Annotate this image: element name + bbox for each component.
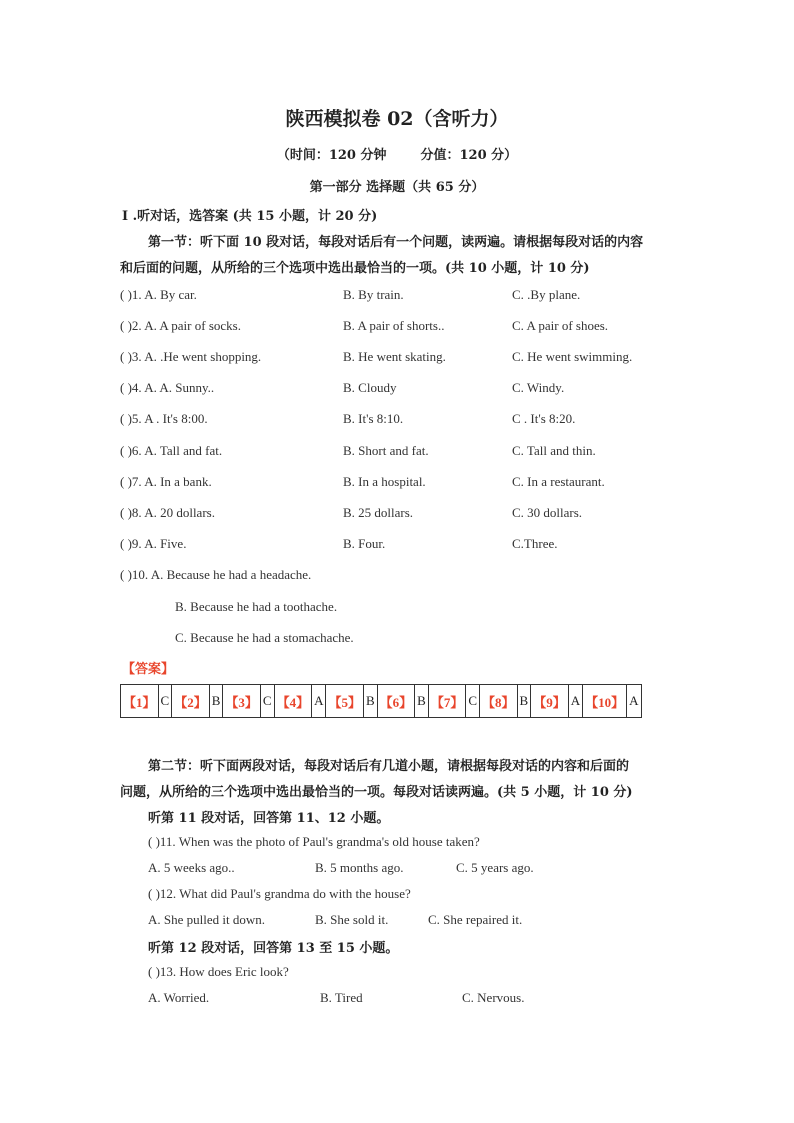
question-7-option-c: C. In a restaurant.: [512, 474, 605, 489]
question-12-option-b: B. She sold it.: [315, 912, 389, 927]
question-12-option-c: C. She repaired it.: [428, 912, 523, 927]
question-5-option-c: C . It's 8:20.: [512, 411, 576, 426]
answer-value: A: [568, 685, 582, 718]
answer-number: 【4】: [274, 685, 312, 718]
answer-row: [121, 685, 642, 718]
question-9-option-b: B. Four.: [343, 536, 386, 551]
answer-value: B: [363, 685, 377, 718]
answer-table: [120, 684, 642, 718]
answer-value: C: [260, 685, 274, 718]
question-8-option-b: B. 25 dollars.: [343, 505, 414, 520]
question-12-stem: ( )12. What did Paul's grandma do with the house?: [148, 886, 411, 901]
question-7-stem: ( )7. A. In a bank.: [120, 474, 212, 489]
question-13-stem: ( )13. How does Eric look?: [148, 964, 289, 979]
question-3-option-b: B. He went skating.: [343, 349, 446, 364]
answer-value: C: [158, 685, 172, 718]
answer-number: 【7】: [428, 685, 466, 718]
answer-number: 【9】: [531, 685, 569, 718]
question-5-stem: ( )5. A . It's 8:00.: [120, 411, 208, 426]
answer-number: 【6】: [377, 685, 415, 718]
question-8-stem: ( )8. A. 20 dollars.: [120, 505, 215, 520]
question-1-option-c: C. .By plane.: [512, 287, 581, 302]
question-2-option-b: B. A pair of shorts..: [343, 318, 445, 333]
question-4-stem: ( )4. A. A. Sunny..: [120, 380, 215, 395]
question-3-stem: ( )3. A. .He went shopping.: [120, 349, 262, 364]
exam-score: 分值：120 分）: [420, 148, 518, 163]
question-10-option-b: B. Because he had a toothache.: [175, 599, 338, 614]
answer-number: 【5】: [326, 685, 364, 718]
question-1-option-b: B. By train.: [343, 287, 404, 302]
question-11-option-a: A. 5 weeks ago..: [148, 860, 235, 875]
question-11-option-c: C. 5 years ago.: [456, 860, 534, 875]
question-12-option-a: A. She pulled it down.: [148, 912, 265, 927]
answer-value: B: [517, 685, 531, 718]
question-6-option-b: B. Short and fat.: [343, 443, 429, 458]
page-title: 陕西模拟卷 02（含听力）: [285, 108, 509, 130]
question-13-option-b: B. Tired: [320, 990, 363, 1005]
question-2-stem: ( )2. A. A pair of socks.: [120, 318, 241, 333]
section1-instructions-line2: 和后面的问题，从所给的三个选项中选出最恰当的一项。(共 10 小题，计 10 分): [120, 261, 590, 276]
answer-value: A: [312, 685, 326, 718]
question-9-stem: ( )9. A. Five.: [120, 536, 187, 551]
dialog-12-heading: 听第 12 段对话，回答第 13 至 15 小题。: [148, 941, 399, 956]
answer-label: 【答案】: [122, 662, 175, 677]
question-11-stem: ( )11. When was the photo of Paul's grandma's old house taken?: [148, 834, 480, 849]
answer-number: 【2】: [172, 685, 210, 718]
answer-value: C: [466, 685, 480, 718]
question-6-option-c: C. Tall and thin.: [512, 443, 596, 458]
question-7-option-b: B. In a hospital.: [343, 474, 426, 489]
part-heading: 第一部分 选择题（共 65 分）: [309, 180, 485, 195]
section2-instructions-line1: 第二节：听下面两段对话，每段对话后有几道小题，请根据每段对话的内容和后面的: [148, 759, 630, 774]
answer-value: B: [209, 685, 223, 718]
section1-heading: I .听对话，选答案 (共 15 小题，计 20 分): [122, 209, 378, 224]
answer-number: 【1】: [121, 685, 159, 718]
question-5-option-b: B. It's 8:10.: [343, 411, 404, 426]
exam-meta: [0, 144, 794, 163]
question-1-stem: ( )1. A. By car.: [120, 287, 197, 302]
question-13-option-c: C. Nervous.: [462, 990, 525, 1005]
question-4-option-c: C. Windy.: [512, 380, 565, 395]
answer-number: 【8】: [480, 685, 518, 718]
question-2-option-c: C. A pair of shoes.: [512, 318, 609, 333]
question-9-option-c: C.Three.: [512, 536, 558, 551]
section1-instructions-line1: 第一节：听下面 10 段对话，每段对话后有一个问题，读两遍。请根据每段对话的内容: [148, 235, 644, 250]
question-11-option-b: B. 5 months ago.: [315, 860, 404, 875]
answer-value: B: [415, 685, 429, 718]
answer-value: A: [627, 685, 641, 718]
question-13-option-a: A. Worried.: [148, 990, 210, 1005]
section2-instructions-line2: 问题，从所给的三个选项中选出最恰当的一项。每段对话读两遍。(共 5 小题，计 10 分): [120, 785, 633, 800]
exam-time: （时间：120 分钟: [276, 148, 387, 163]
question-6-stem: ( )6. A. Tall and fat.: [120, 443, 223, 458]
question-8-option-c: C. 30 dollars.: [512, 505, 583, 520]
dialog-11-heading: 听第 11 段对话，回答第 11、12 小题。: [148, 811, 390, 826]
answer-number: 【10】: [583, 685, 627, 718]
question-10-option-c: C. Because he had a stomachache.: [175, 630, 354, 645]
question-4-option-b: B. Cloudy: [343, 380, 397, 395]
question-10-stem: ( )10. A. Because he had a headache.: [120, 567, 312, 582]
question-3-option-c: C. He went swimming.: [512, 349, 633, 364]
answer-number: 【3】: [223, 685, 261, 718]
